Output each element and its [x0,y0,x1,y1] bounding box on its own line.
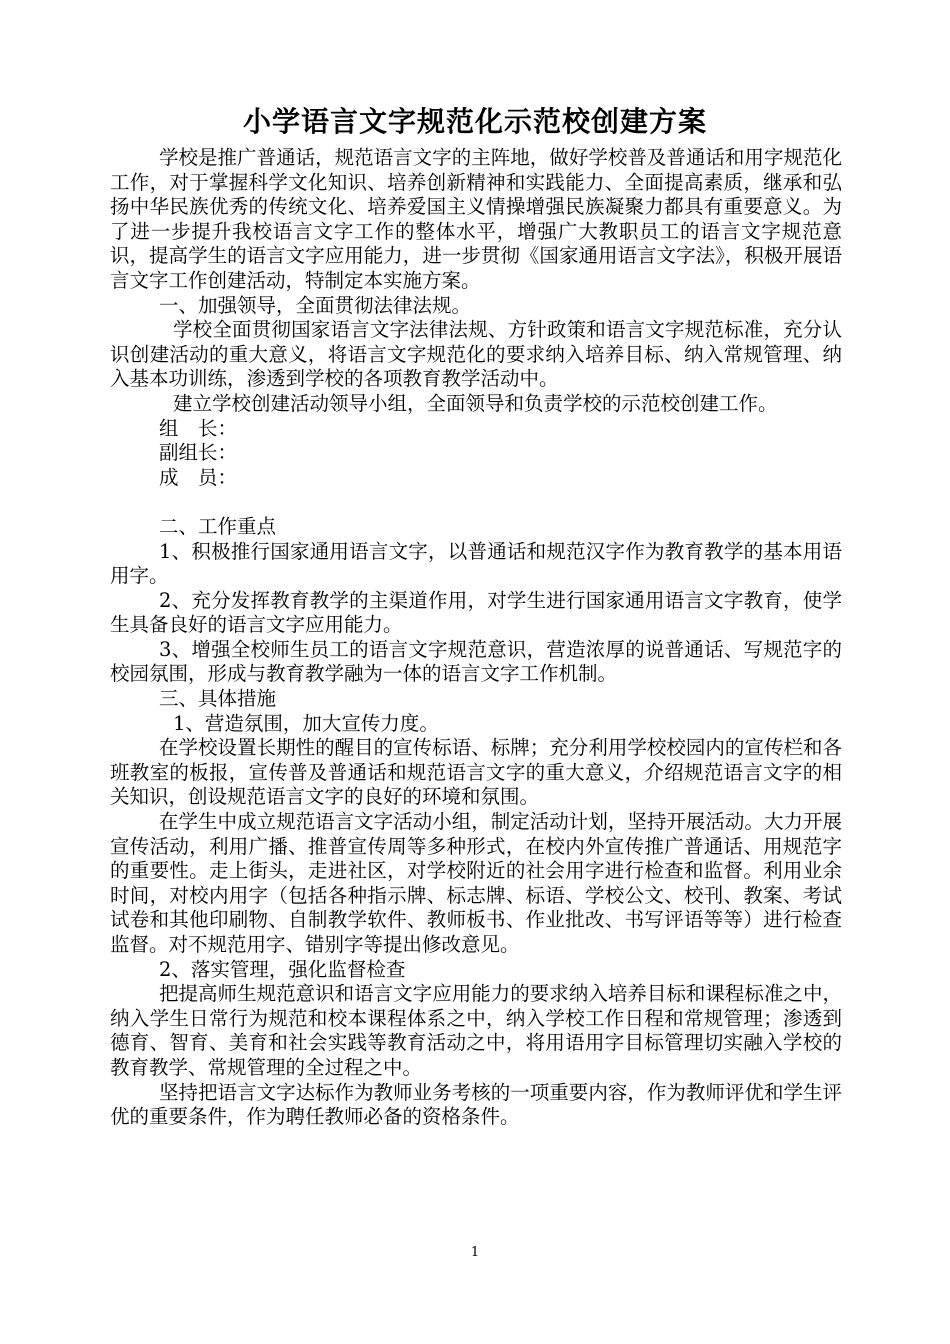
body-paragraph: 在学生中成立规范语言文字活动小组，制定活动计划，坚持开展活动。大力开展宣传活动，利用广播、推普宣传周等多种形式，在校内外宣传推广普通话、用规范字的重要性。走上街头，走进社区，对学校附近的社会用字进行检查和监督。利用业余时间，对校内用字（包括各种指示牌、标志牌、标语、学校公文、校刊、教案、考试试卷和其他印刷物、自制教学软件、教师板书、作业批改、书写评语等等）进行检查监督。对不规范用字、错别字等提出修改意见。 [110,810,842,956]
list-item: 2、充分发挥教育教学的主渠道作用，对学生进行国家通用语言文字教育，使学生具备良好的语言文字应用能力。 [110,588,842,637]
body-paragraph: 坚持把语言文字达标作为教师业务考核的一项重要内容，作为教师评优和学生评优的重要条件，作为聘任教师必备的资格条件。 [110,1080,842,1129]
list-item: 3、增强全校师生员工的语言文字规范意识，营造浓厚的说普通话、写规范字的校园氛围，形成与教育教学融为一体的语言文字工作机制。 [110,637,842,686]
document-title: 小学语言文字规范化示范校创建方案 [242,105,707,138]
subsection-heading: 2、落实管理，强化监督检查 [159,957,406,981]
section-heading-1: 一、加强领导，全面贯彻法律法规。 [159,293,472,317]
intro-paragraph: 学校是推广普通话，规范语言文字的主阵地，做好学校普及普通话和用字规范化工作，对于掌握科学文化知识、培养创新精神和实践能力、全面提高素质，继承和弘扬中华民族优秀的传统文化、培养爱国主义情操增强民族凝聚力都具有重要意义。为了进一步提升我校语言文字工作的整体水平，增强广大教职员工的语言文字规范意识，提高学生的语言文字应用能力，进一步贯彻《国家通用语言文字法》，积极开展语言文字工作创建活动，特制定本实施方案。 [110,146,842,292]
list-item: 1、积极推行国家通用语言文字，以普通话和规范汉字作为教育教学的基本用语用字。 [110,539,842,588]
subsection-heading: 1、营造氛围，加大宣传力度。 [173,711,439,735]
body-paragraph: 建立学校创建活动领导小组，全面领导和负责学校的示范校创建工作。 [173,391,778,415]
page-number: 1 [470,1245,480,1260]
group-member-line: 成 员： [159,465,238,489]
body-paragraph: 学校全面贯彻国家语言文字法律法规、方针政策和语言文字规范标准，充分认识创建活动的重大意义，将语言文字规范化的要求纳入培养目标、纳入常规管理、纳入基本功训练，渗透到学校的各项教育教学活动中。 [110,318,842,391]
document-body [110,146,842,1130]
body-paragraph: 把提高师生规范意识和语言文字应用能力的要求纳入培养目标和课程标准之中，纳入学生日常行为规范和校本课程体系之中，纳入学校工作日程和常规管理；渗透到德育、智育、美育和社会实践等教育活动之中，将用语用字目标管理切实融入学校的教育教学、常规管理的全过程之中。 [110,982,842,1079]
group-leader-line: 组 长： [159,416,238,440]
section-heading-2: 二、工作重点 [159,514,277,538]
group-deputy-line: 副组长： [159,441,238,465]
section-heading-3: 三、具体措施 [159,687,277,711]
blank-line [110,490,842,515]
body-paragraph: 在学校设置长期性的醒目的宣传标语、标牌；充分利用学校校园内的宣传栏和各班教室的板报，宣传普及普通话和规范语言文字的重大意义，介绍规范语言文字的相关知识，创设规范语言文字的良好的环境和氛围。 [110,736,842,809]
